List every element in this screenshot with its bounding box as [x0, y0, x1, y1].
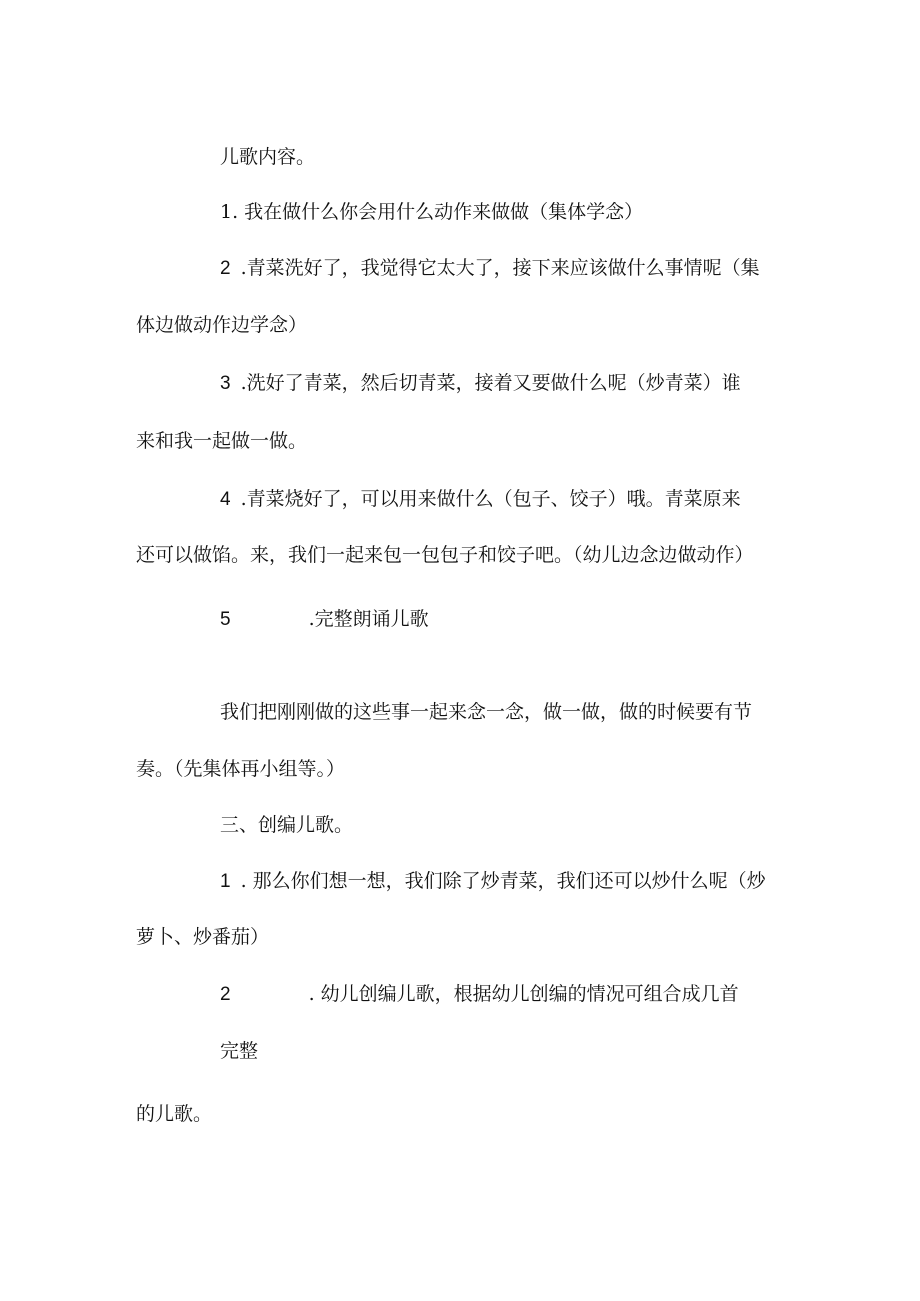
line-text: 来和我一起做一做。 — [136, 430, 308, 452]
item-number: 4 — [220, 489, 231, 510]
item-number: 2 — [220, 258, 231, 279]
section-heading — [220, 812, 353, 838]
item-number: 2 — [220, 984, 231, 1005]
text-line — [220, 1038, 258, 1064]
line-text: .完整朗诵儿歌 — [308, 608, 429, 630]
line-text: 萝卜、炒番茄） — [136, 926, 270, 948]
line-text: 的儿歌。 — [136, 1103, 213, 1125]
numbered-line — [220, 255, 760, 282]
line-text: 我们把刚刚做的这些事一起来念一念，做一做，做的时候要有节 — [220, 701, 753, 723]
numbered-line — [220, 486, 741, 513]
line-text: 儿歌内容。 — [220, 146, 316, 168]
text-line — [136, 428, 307, 454]
text-line — [136, 312, 307, 338]
line-text: . 那么你们想一想，我们除了炒青菜，我们还可以炒什么呢（炒 — [240, 870, 766, 892]
text-line — [136, 542, 754, 568]
numbered-line — [220, 981, 739, 1008]
line-text: 完整 — [220, 1040, 259, 1062]
line-text: . 幼儿创编儿歌，根据幼儿创编的情况可组合成几首 — [308, 983, 739, 1005]
text-line — [136, 1101, 212, 1127]
numbered-line — [220, 370, 741, 397]
line-text: 奏。（先集体再小组等。） — [136, 758, 346, 780]
line-text: 三、创编儿歌。 — [220, 814, 354, 836]
text-line — [136, 756, 345, 782]
line-text: 体边做动作边学念） — [136, 314, 308, 336]
text-line — [220, 199, 643, 225]
item-number: 5 — [220, 609, 231, 630]
numbered-line — [220, 606, 429, 633]
line-text: .洗好了青菜，然后切青菜，接着又要做什么呢（炒青菜）谁 — [240, 372, 741, 394]
item-number: 3 — [220, 373, 231, 394]
line-text: .青菜烧好了，可以用来做什么（包子、饺子）哦。青菜原来 — [240, 488, 741, 510]
line-text: .青菜洗好了，我觉得它太大了，接下来应该做什么事情呢（集 — [240, 257, 760, 279]
text-line — [220, 144, 315, 170]
line-text: 1. 我在做什么你会用什么动作来做做（集体学念） — [220, 201, 644, 223]
text-line — [220, 699, 752, 725]
text-line — [136, 924, 269, 950]
numbered-line — [220, 868, 766, 895]
item-number: 1 — [220, 871, 231, 892]
line-text: 还可以做馅。来，我们一起来包一包包子和饺子吧。（幼儿边念边做动作） — [136, 544, 754, 566]
